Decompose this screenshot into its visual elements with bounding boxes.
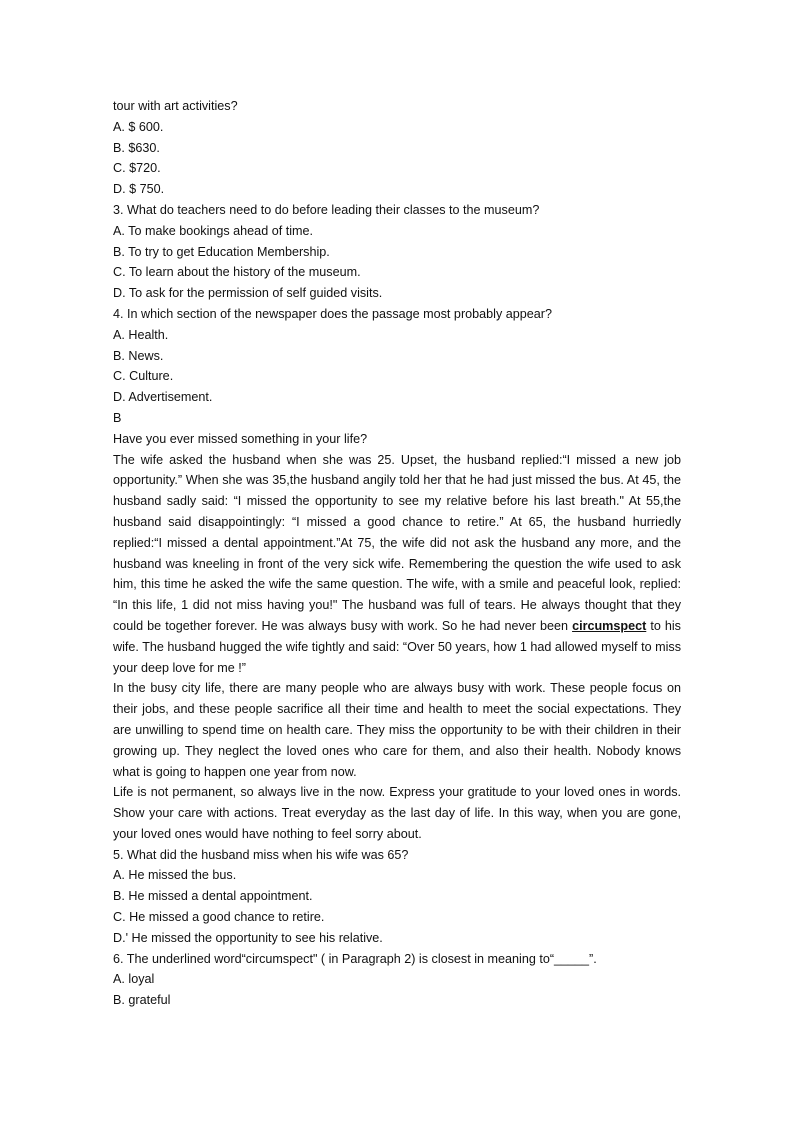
question-6-stem: 6. The underlined word“circumspect" ( in Paragraph 2) is closest in meaning to“_____”. — [113, 951, 597, 966]
question-2-option-b: B. $630. — [113, 140, 160, 155]
question-4-option-d: D. Advertisement. — [113, 390, 213, 405]
underlined-word: circumspect — [572, 618, 647, 633]
question-6-option-a: A. loyal — [113, 972, 155, 987]
paragraph-1-text-after: to his wife. The husband hugged the wife tightly and said: “Over 50 years, how 1 had allowed myself to miss your deep love for me !” — [113, 618, 681, 675]
question-4-option-b: B. News. — [113, 348, 164, 363]
question-4-option-c: C. Culture. — [113, 369, 174, 384]
question-2-stem-tail: tour with art activities? — [113, 99, 238, 113]
question-3-option-d: D. To ask for the permission of self guided visits. — [113, 286, 383, 301]
question-5-stem: 5. What did the husband miss when his wife was 65? — [113, 847, 409, 862]
question-2-option-a: A. $ 600. — [113, 119, 164, 134]
question-3-stem: 3. What do teachers need to do before leading their classes to the museum? — [113, 202, 540, 217]
passage-title: Have you ever missed something in your life? — [113, 431, 368, 446]
question-5-option-d: D.' He missed the opportunity to see his relative. — [113, 930, 383, 945]
question-3-option-b: B. To try to get Education Membership. — [113, 244, 330, 259]
passage-paragraph-2: In the busy city life, there are many people who are always busy with work. These people focus on their jobs, and these people sacrifice all their time and health to meet the social expectations. They are unwilling to spend time on health care. They miss the opportunity to be with their children in their growing up. They neglect the loved ones who care for them, and also their health. Nobody knows what is going to happen one year from now. — [113, 681, 681, 779]
paragraph-1-text-before: The wife asked the husband when she was 25. Upset, the husband replied:“I missed a new job opportunity.” When she was 35,the husband angily told her that he had just missed the bus. At 45, the husband sadly said: “I missed the opportunity to see my relative before his last breath." At 55,the husband said disappointingly: “I missed a good chance to retire.” At 65, the husband hurriedly replied:“I missed a dental appointment.”At 75, the wife did not ask the husband any more, and the husband was kneeling in front of the very sick wife. Remembering the question the wife used to ask him, this time he asked the wife the same question. The wife, with a smile and peaceful look, replied: “In this life, 1 did not miss having you!" The husband was full of tears. He always thought that they could be together forever. He was always busy with work. So he had never been — [113, 452, 681, 633]
document-content — [113, 96, 681, 1011]
question-2-option-d: D. $ 750. — [113, 182, 165, 197]
question-4-option-a: A. Health. — [113, 327, 169, 342]
question-2-option-c: C. $720. — [113, 161, 161, 176]
question-3-option-a: A. To make bookings ahead of time. — [113, 223, 313, 238]
passage-paragraph-3: Life is not permanent, so always live in the now. Express your gratitude to your loved ones in words. Show your care with actions. Treat everyday as the last day of life. In this way, when you are gone, your loved ones would have nothing to feel sorry about. — [113, 785, 681, 841]
question-5-option-a: A. He missed the bus. — [113, 868, 237, 883]
question-5-option-c: C. He missed a good chance to retire. — [113, 910, 325, 925]
passage-paragraph-1 — [113, 450, 681, 679]
question-5-option-b: B. He missed a dental appointment. — [113, 889, 313, 904]
section-label: B — [113, 410, 122, 425]
question-3-option-c: C. To learn about the history of the museum. — [113, 265, 361, 280]
question-6-option-b: B. grateful — [113, 993, 171, 1008]
question-4-stem: 4. In which section of the newspaper does the passage most probably appear? — [113, 306, 552, 321]
